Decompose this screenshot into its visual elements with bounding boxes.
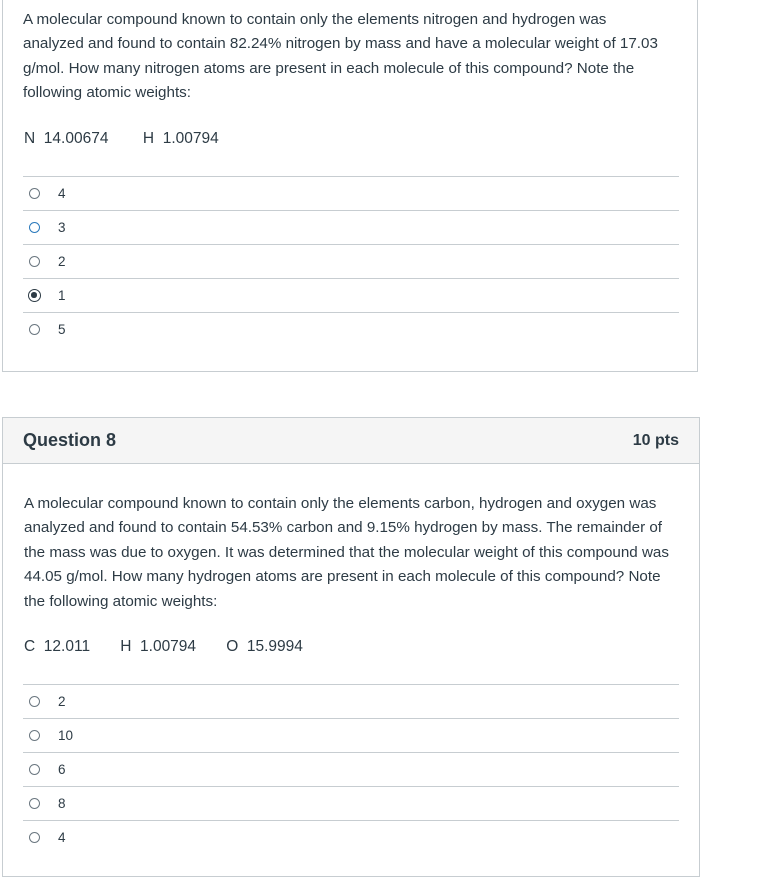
answer-label[interactable]: 4 [58,186,66,201]
answer-label[interactable]: 4 [58,830,66,845]
answer-option[interactable] [23,176,679,210]
radio-button[interactable] [29,256,40,267]
question-7-card [2,0,698,372]
answer-label[interactable]: 8 [58,796,66,811]
radio-button[interactable] [29,798,40,809]
radio-button-selected[interactable] [28,289,41,302]
radio-button[interactable] [29,188,40,199]
answer-option[interactable] [23,684,679,718]
answer-option[interactable] [23,210,679,244]
question-8-atomic-weights: C 12.011 H 1.00794 O 15.9994 [24,638,303,655]
question-8-answers [23,684,679,854]
radio-button[interactable] [29,832,40,843]
answer-option-selected[interactable] [23,278,679,312]
answer-option[interactable] [23,820,679,854]
radio-button[interactable] [29,696,40,707]
question-header [3,418,699,464]
answer-option[interactable] [23,786,679,820]
answer-option[interactable] [23,752,679,786]
answer-option[interactable] [23,718,679,752]
answer-label[interactable]: 5 [58,322,66,337]
answer-label[interactable]: 10 [58,728,74,743]
radio-button[interactable] [29,222,40,233]
answer-label[interactable]: 2 [58,254,66,269]
answer-label[interactable]: 6 [58,762,66,777]
radio-button[interactable] [29,730,40,741]
answer-label[interactable]: 1 [58,288,66,303]
question-title: Question 8 [23,430,117,450]
radio-button[interactable] [29,324,40,335]
answer-label[interactable]: 2 [58,694,66,709]
question-8-card [2,417,700,877]
radio-button[interactable] [29,764,40,775]
question-8-text: A molecular compound known to contain only the elements carbon, hydrogen and oxygen was analyzed and found to contain 54.53% carbon and 9.15% hydrogen by mass. The remainder of the mass was due to oxygen. It was determined that the molecular weight of this compound was 44.05 g/mol. How many hydrogen atoms are present in each molecule of this compound? Note the following atomic weights: [24,495,669,610]
answer-label[interactable]: 3 [58,220,66,235]
question-7-answers [23,176,679,346]
answer-option[interactable] [23,244,679,278]
question-7-text: A molecular compound known to contain only the elements nitrogen and hydrogen was analyzed and found to contain 82.24% nitrogen by mass and have a molecular weight of 17.03 g/mol. How many nitrogen atoms are present in each molecule of this compound? Note the following atomic weights: [23,11,658,102]
question-7-atomic-weights: N 14.00674 H 1.00794 [24,130,219,147]
answer-option[interactable] [23,312,679,346]
question-points: 10 pts [632,431,679,449]
